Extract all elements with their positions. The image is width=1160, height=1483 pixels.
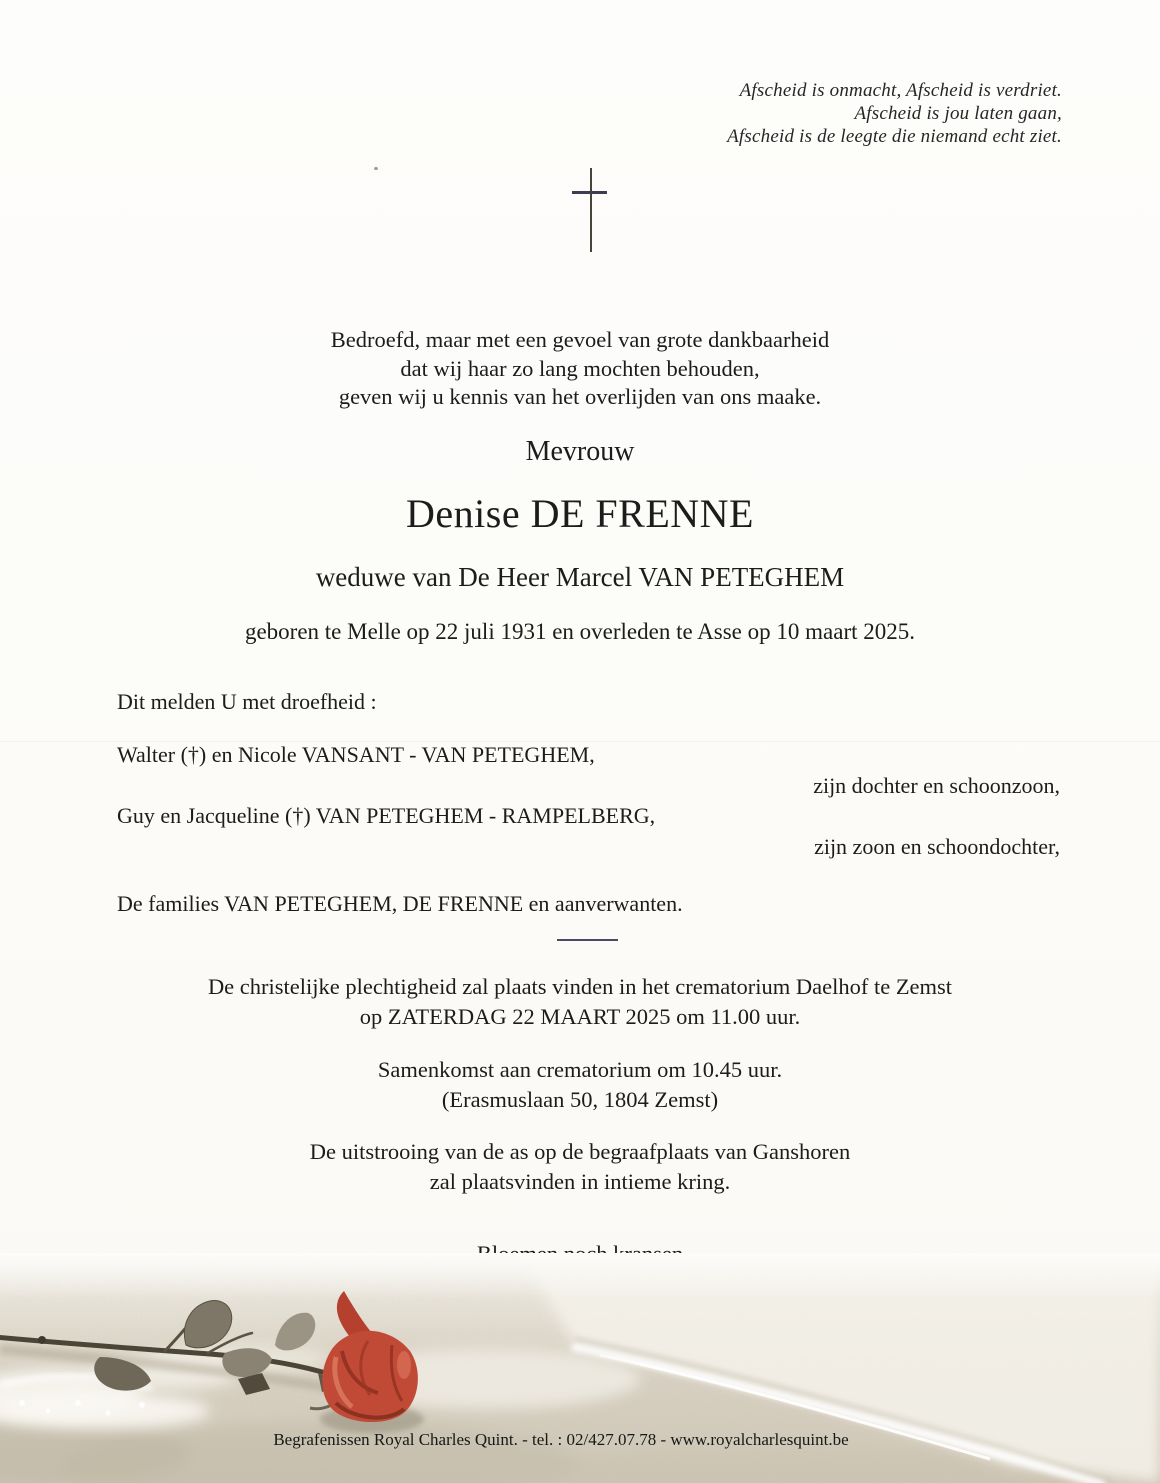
salutation: Mevrouw	[525, 436, 635, 467]
relative-names: Walter (†) en Nicole VANSANT - VAN PETEGHEM,	[117, 742, 595, 767]
deceased-name: Denise DE FRENNE	[406, 491, 754, 536]
relative-relation: zijn dochter en schoonzoon,	[813, 773, 1060, 798]
cross-icon	[590, 168, 592, 252]
widow-line: weduwe van De Heer Marcel VAN PETEGHEM	[315, 562, 845, 592]
ash-scattering-info	[0, 1137, 1160, 1197]
intro-text	[0, 326, 1160, 412]
poem-line: Afscheid is jou laten gaan,	[854, 103, 1062, 124]
gathering-line: (Erasmuslaan 50, 1804 Zemst)	[441, 1087, 719, 1112]
ceremony-line: op ZATERDAG 22 MAART 2025 om 11.00 uur.	[359, 1004, 801, 1029]
poem-line: Afscheid is onmacht, Afscheid is verdriet.	[739, 80, 1062, 101]
ceremony-info	[0, 972, 1160, 1032]
scattering-line: zal plaatsvinden in intieme kring.	[429, 1169, 731, 1194]
poem-line: Afscheid is de leegte die niemand echt ziet.	[727, 126, 1062, 147]
intro-line: Bedroefd, maar met een gevoel van grote dankbaarheid	[330, 327, 830, 352]
life-dates: geboren te Melle op 22 juli 1931 en overleden te Asse op 10 maart 2025.	[244, 619, 916, 644]
ceremony-line: De christelijke plechtigheid zal plaats vinden in het crematorium Daelhof te Zemst	[207, 974, 953, 999]
gathering-info	[0, 1055, 1160, 1115]
epigraph-poem	[727, 79, 1062, 148]
relative-names: Guy en Jacqueline (†) VAN PETEGHEM - RAMPELBERG,	[117, 803, 656, 828]
scattering-line: De uitstrooing van de as op de begraafplaats van Ganshoren	[309, 1139, 851, 1164]
photo-top-fade	[0, 1253, 1160, 1363]
relative-relation: zijn zoon en schoondochter,	[814, 834, 1060, 859]
families-line: De families VAN PETEGHEM, DE FRENNE en aanverwanten.	[117, 891, 683, 916]
intro-line: dat wij haar zo lang mochten behouden,	[400, 355, 760, 381]
cross-icon	[572, 191, 607, 194]
funeral-home-footer: Begrafenissen Royal Charles Quint. - tel. : 02/427.07.78 - www.royalcharlesquint.be	[273, 1430, 849, 1449]
scan-speck	[374, 167, 378, 170]
announcement-heading: Dit melden U met droefheid :	[117, 689, 377, 714]
intro-line: geven wij u kennis van het overlijden van ons maake.	[338, 384, 822, 409]
gathering-line: Samenkomst aan crematorium om 10.45 uur.	[377, 1057, 783, 1082]
divider-line	[557, 939, 618, 941]
